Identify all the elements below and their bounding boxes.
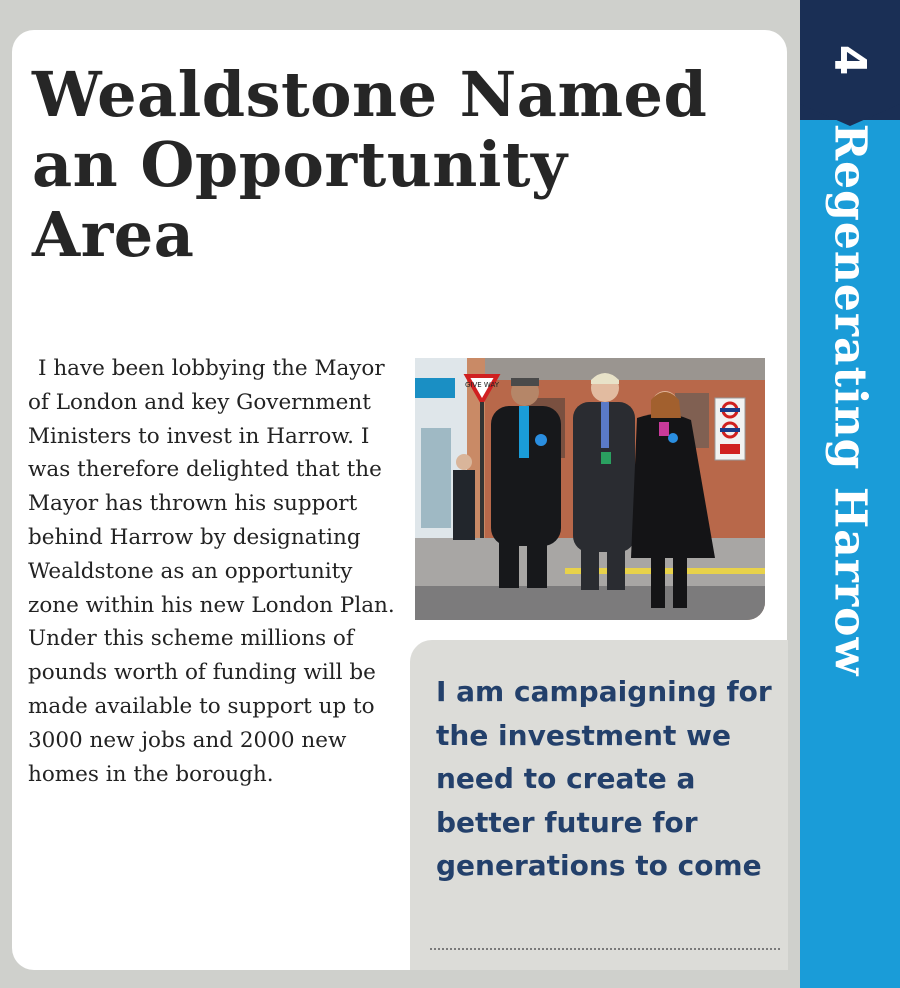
section-number: 4 xyxy=(824,44,876,76)
headline: Wealdstone Named an Opportunity Area xyxy=(32,58,708,271)
section-label: Regenerating Harrow xyxy=(824,123,876,677)
campaign-quote: I am campaigning for the investment we need to create a better future for generations to come xyxy=(436,675,772,883)
dotted-divider xyxy=(430,948,780,950)
give-way-sign-text: GIVE WAY xyxy=(465,381,499,389)
street-photo-illustration xyxy=(415,358,765,620)
street-photo xyxy=(415,358,765,620)
body-paragraph: I have been lobbying the Mayor of London and key Government Ministers to invest in Harrow. I was therefore delighted that the Mayor has thrown his support behind Harrow by designating Wealdstone as an opportunity zone within his new London Plan. Under this scheme millions of pounds worth of funding will be made available to support up to 3000 new jobs and 2000 new homes in the borough. xyxy=(28,356,395,787)
